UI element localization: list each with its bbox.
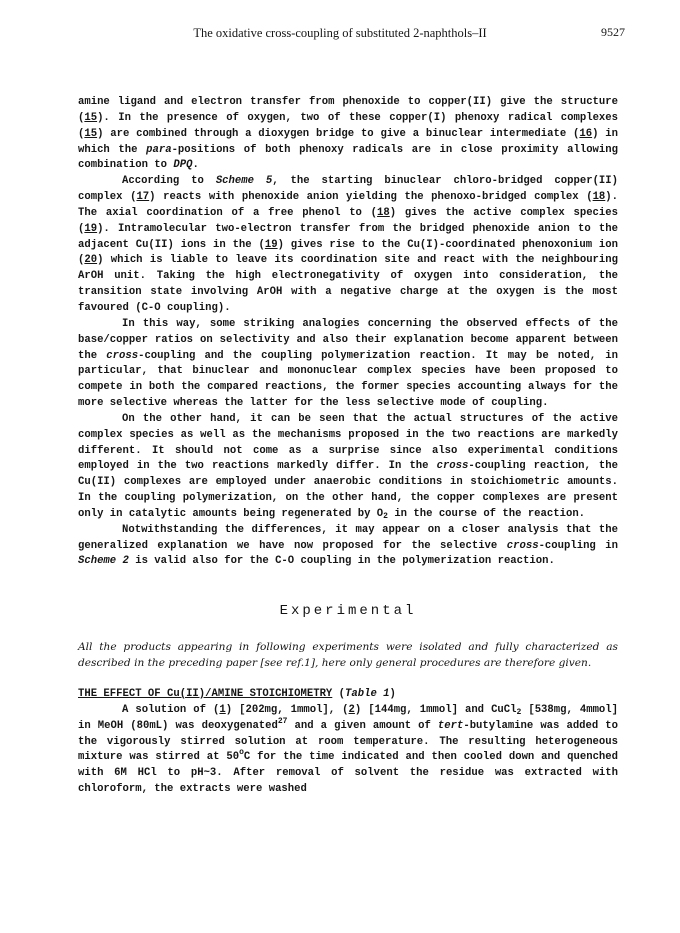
paragraph-4 (78, 412, 618, 523)
text-run: ( (332, 687, 346, 700)
italic-term: Table 1 (345, 687, 390, 700)
italic-term: DPQ (173, 159, 193, 172)
text-run: On the other hand, it can be seen that the actual structures of the active complex species as well as the mechanisms proposed in the two reactions are markedly different. It should not come as a surprise since also experimental conditions employed in the two reactions markedly differ. In the (78, 412, 618, 473)
text-run: ) (389, 687, 396, 700)
running-title: The oxidative cross-coupling of substituted 2-naphthols–II (193, 26, 487, 40)
text-run: [538mg, 4mmol] in MeOH (80mL) was deoxygenated (78, 703, 619, 732)
italic-term: para (146, 143, 172, 156)
text-run: In this way, some striking analogies concerning the observed effects of the base/copper ratios on selectivity and also their explanation become apparent between the (78, 317, 618, 362)
text-run: -coupling reaction, the Cu(II) complexes are employed under anaerobic conditions in stoichiometric amounts. In the coupling polymerization, on the other hand, the copper complexes are present only in catalytic amounts being regenerated by O (78, 460, 619, 520)
text-run: Notwithstanding the differences, it may appear on a closer analysis that the generalized explanation we have now proposed for the selective (78, 523, 618, 552)
running-header (0, 26, 680, 44)
superscript: o (239, 748, 244, 758)
text-run: ) which is liable to leave its coordination site and react with the neighbouring ArOH unit. Taking the high electronegativity of oxygen into consideration, the transition state involving ArOH with a negative charge at the oxygen is the most favoured (C-O coupling). (78, 254, 618, 314)
text-run: ) in which the (78, 127, 618, 156)
text-run: ) are combined through a dioxygen bridge to give a binuclear intermediate ( (97, 127, 580, 140)
text-run: ) [144mg, 1mmol] and CuCl (354, 703, 517, 716)
text-run: ). Intramolecular two-electron transfer from the bridged phenoxide anion to the adjacent Cu(II) ions in the ( (78, 222, 618, 251)
paragraph-2 (78, 174, 618, 317)
compound-ref: 17 (136, 191, 150, 204)
subscript: 2 (516, 707, 522, 717)
text-run: ). The axial coordination of a free phenol to ( (78, 191, 619, 219)
compound-ref: 1 (219, 703, 226, 716)
section-title-experimental: Experimental (279, 603, 417, 620)
paragraph-3 (78, 317, 618, 412)
compound-ref: 19 (84, 222, 98, 235)
text-run: -butylamine was added to the vigorously stirred solution at room temperature. The resulting heterogeneous mixture was stirred at 50 (78, 719, 619, 764)
text-run: , the starting binuclear chloro-bridged copper(II) complex ( (78, 175, 618, 204)
compound-ref: THE EFFECT OF Cu(II)/AMINE STOICHIOMETRY (78, 687, 333, 700)
compound-ref: 16 (579, 127, 593, 140)
text-run: ) gives the active complex species ( (78, 206, 618, 235)
compound-ref: 15 (84, 127, 98, 140)
text-run: According to (122, 175, 216, 188)
page-number: 9527 (601, 25, 625, 39)
compound-ref: 2 (348, 703, 355, 716)
paragraph-1 (78, 95, 618, 174)
subscript: 2 (383, 511, 388, 521)
italic-term: cross (106, 349, 139, 362)
text-run: -coupling in (538, 539, 618, 552)
compound-ref: 15 (84, 111, 98, 124)
compound-ref: 19 (264, 238, 278, 251)
text-run: -positions of both phenoxy radicals are in close proximity allowing combination to (78, 143, 618, 172)
subsection-heading (78, 687, 618, 703)
paragraph-5 (78, 523, 618, 571)
compound-ref: 18 (377, 206, 390, 219)
italic-term: Scheme 2 (78, 555, 129, 568)
text-run: ). In the presence of oxygen, two of these copper(I) phenoxy radical complexes ( (78, 111, 618, 140)
italic-term: Scheme 5 (215, 175, 273, 188)
italic-term: tert (437, 719, 464, 732)
text-run: is valid also for the C-O coupling in the polymerization reaction. (128, 555, 555, 568)
italic-term: cross (436, 460, 469, 473)
experimental-note: All the products appearing in following experiments were isolated and fully characterized as described in the preceding paper [see ref.1], here only general procedures are therefore given. (78, 641, 618, 670)
text-run: ) [202mg, 1mmol], ( (225, 703, 349, 716)
text-run: ) gives rise to the Cu(I)-coordinated phenoxonium ion ( (78, 238, 618, 267)
italic-term: cross (506, 539, 539, 552)
text-run: ) reacts with phenoxide anion yielding the phenoxo-bridged complex ( (149, 191, 593, 204)
compound-ref: 20 (84, 254, 98, 267)
compound-ref: 18 (592, 191, 606, 204)
text-run: in the course of the reaction. (387, 507, 586, 520)
page-body (78, 95, 618, 798)
experimental-paragraph (78, 703, 618, 798)
text-run: A solution of ( (122, 703, 220, 716)
text-run: and a given amount of (287, 719, 438, 732)
text-run: C for the time indicated and then cooled down and quenched with 6M HCl to pH~3. After removal of solvent the residue was extracted with chloroform, the extracts were washed (78, 751, 618, 796)
text-run: . (192, 159, 199, 172)
text-run: -coupling and the coupling polymerization reaction. It may be noted, in particular, that binuclear and mononuclear complex species have been proposed to compete in both the compared reactions, the former species accounting always for the more selective whereas the latter for the less selective mode of coupling. (78, 349, 618, 410)
text-run: amine ligand and electron transfer from phenoxide to copper(II) give the structure ( (78, 96, 618, 124)
superscript: 27 (277, 716, 288, 726)
